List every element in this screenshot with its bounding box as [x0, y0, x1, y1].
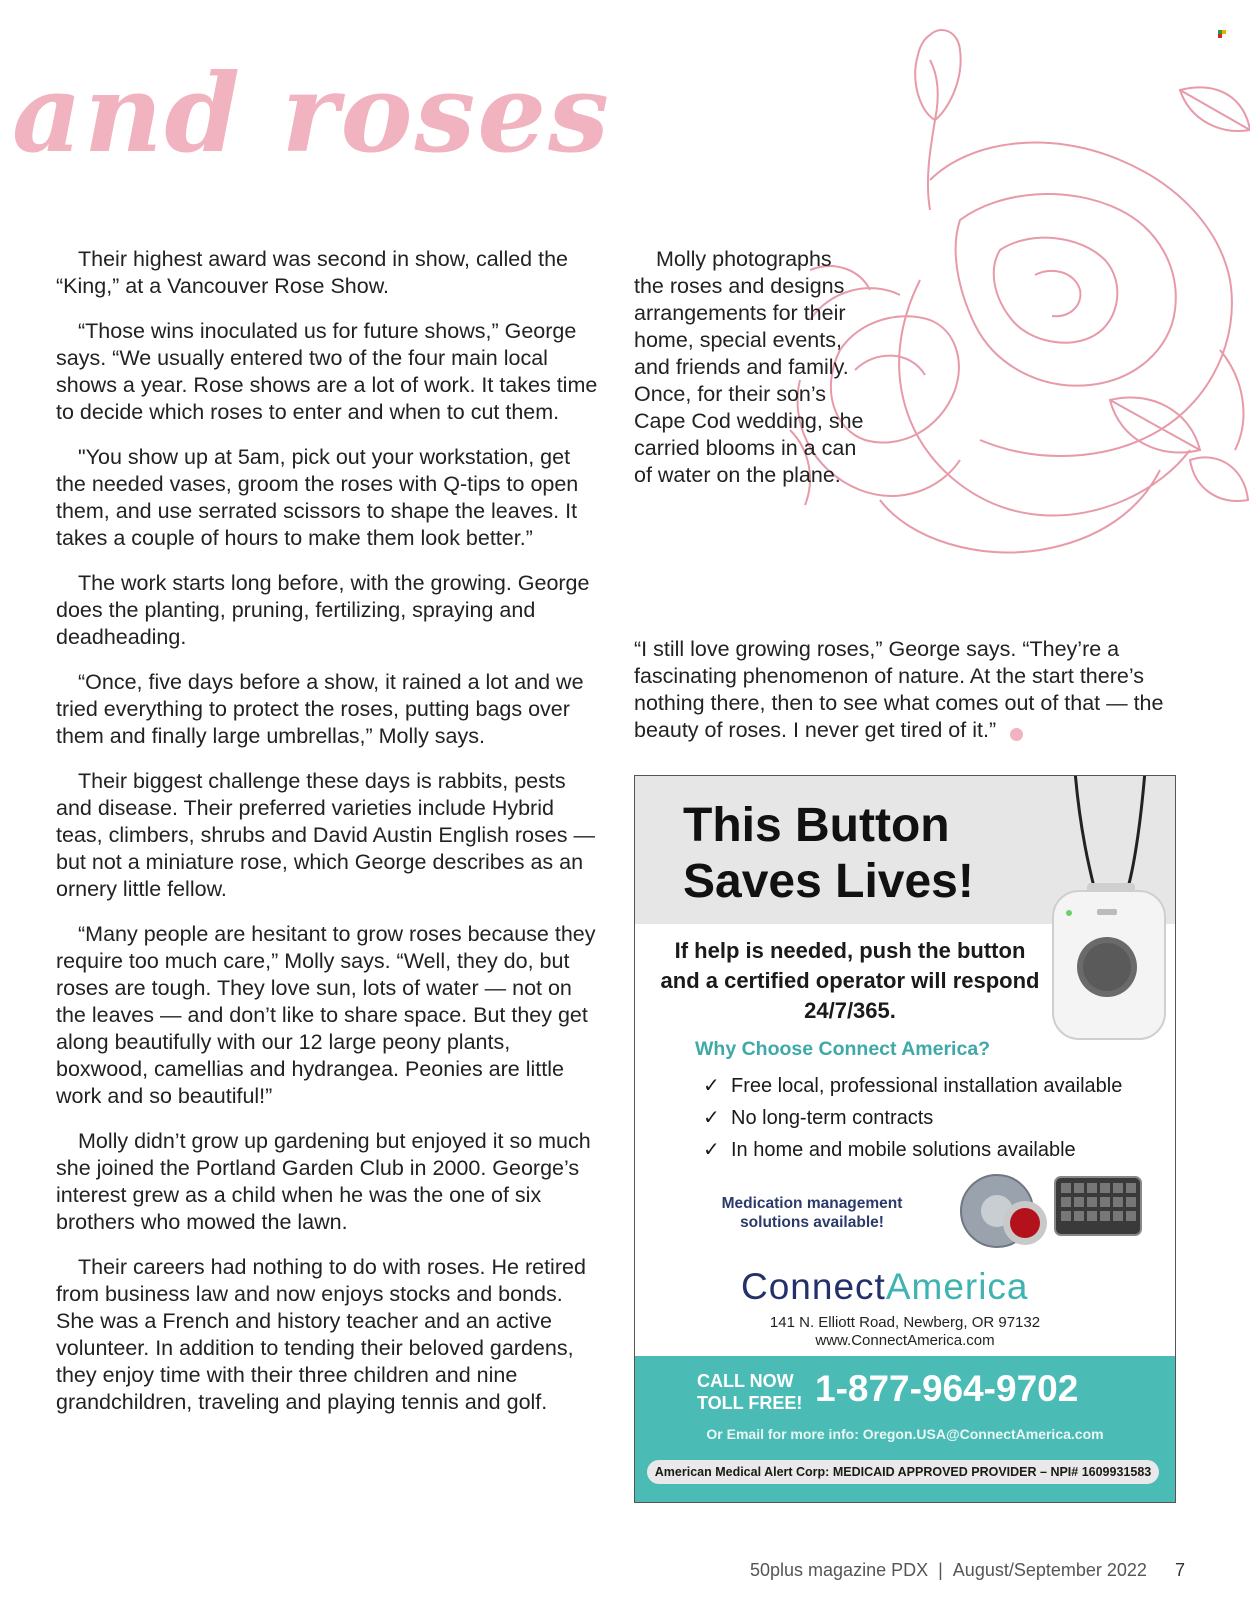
- paragraph: “Those wins inoculated us for future shows,” George says. “We usually entered two of the four main local shows a year. Rose shows are a lot of work. It takes time to decide which roses to enter and when to cut them.: [56, 319, 598, 424]
- article-right-column: [634, 246, 864, 489]
- issue-date: August/September 2022: [952, 1560, 1147, 1580]
- end-mark-icon: [1010, 728, 1023, 741]
- paragraph: Their highest award was second in show, called the “King,” at a Vancouver Rose Show.: [56, 247, 568, 298]
- ad-help-text: If help is needed, push the button and a certified operator will respond 24/7/365.: [660, 938, 1040, 1023]
- closing-quote: [634, 636, 1194, 744]
- check-icon: ✓: [703, 1137, 720, 1161]
- ad-why-heading: Why Choose Connect America?: [695, 1038, 991, 1060]
- publication-name: 50plus magazine PDX: [750, 1560, 929, 1580]
- call-now-line1: CALL NOW: [697, 1371, 794, 1391]
- paragraph: “Once, five days before a show, it rained a lot and we tried everything to protect the roses, putting bags over them and finally large umbrellas,” Molly says.: [56, 670, 584, 748]
- email-info[interactable]: Or Email for more info: Oregon.USA@ConnectAmerica.com: [706, 1426, 1104, 1442]
- ad-headline-line2: Saves Lives!: [683, 855, 974, 908]
- call-now-label: [697, 1370, 802, 1414]
- paragraph: The work starts long before, with the growing. George does the planting, pruning, fertilizing, spraying and deadheading.: [56, 571, 590, 649]
- address-line: 141 N. Elliott Road, Newberg, OR 97132: [769, 1314, 1041, 1331]
- paragraph: Molly photographs the roses and designs arrangements for their home, special events, and friends and family. Once, for their son’s Cape Cod wedding, she carried blooms in a can of water on the plane.: [634, 247, 864, 487]
- phone-number[interactable]: 1-877-964-9702: [815, 1368, 1079, 1409]
- ad-benefits-list: [703, 1070, 1122, 1166]
- alert-button-device-image: [1035, 775, 1175, 1041]
- medication-dispenser-image: [955, 1171, 1145, 1251]
- brand-logo-part1: Connect: [741, 1266, 886, 1307]
- list-item: [703, 1134, 1122, 1166]
- check-icon: ✓: [703, 1073, 720, 1097]
- check-icon: ✓: [703, 1105, 720, 1129]
- ad-contact-band: [635, 1356, 1175, 1502]
- page-number: 7: [1174, 1560, 1185, 1580]
- call-now-line2: TOLL FREE!: [697, 1393, 803, 1413]
- page-headline: and roses: [12, 51, 611, 177]
- list-item: [703, 1070, 1122, 1102]
- medication-text: Medication management solutions available!: [721, 1195, 903, 1231]
- connect-america-ad: [634, 775, 1176, 1503]
- ad-headline: [683, 798, 974, 910]
- paragraph: Molly didn’t grow up gardening but enjoyed it so much she joined the Portland Garden Club in 2000. George’s interest grew as a child when he was the one of six brothers who mowed the lawn.: [56, 1129, 591, 1234]
- paragraph: Their biggest challenge these days is rabbits, pests and disease. Their preferred varieties include Hybrid teas, climbers, shrubs and David Austin English roses — but not a miniature rose, which George describes as an ornery little fellow.: [56, 769, 595, 901]
- color-mark-icon: [1218, 30, 1226, 38]
- paragraph: Their careers had nothing to do with roses. He retired from business law and now enjoys stocks and bonds. She was a French and history teacher and an active volunteer. In addition to tending their beloved gardens, they enjoy time with their three children and nine grandchildren, traveling and playing tennis and golf.: [56, 1255, 586, 1414]
- benefit-text: No long-term contracts: [731, 1107, 934, 1129]
- benefit-text: Free local, professional installation available: [731, 1075, 1123, 1097]
- closing-quote-block: [634, 636, 1194, 744]
- paragraph: "You show up at 5am, pick out your workstation, get the needed vases, groom the roses with Q-tips to open them, and use serrated scissors to shape the leaves. It takes a couple of hours to make them look better.”: [56, 445, 579, 550]
- list-item: [703, 1102, 1122, 1134]
- footer-separator: |: [938, 1560, 943, 1580]
- article-left-column: [56, 246, 601, 1434]
- paragraph: “Many people are hesitant to grow roses because they require too much care,” Molly says. “Well, they do, but roses are tough. They love sun, lots of water — not on the leaves — and don’t like to share space. But they get along beautifully with our 12 large peony plants, boxwood, camellias and hydrangea. Peonies are little work and so beautiful!”: [56, 922, 596, 1108]
- page-footer: [750, 1560, 1185, 1581]
- ad-headline-line1: This Button: [683, 799, 950, 852]
- closing-quote-text: “I still love growing roses,” George says. “They’re a fascinating phenomenon of nature. At the start there’s nothing there, then to see what comes out of that — the beauty of roses. I never get tired of it.”: [634, 637, 1164, 742]
- ad-address: [635, 1314, 1175, 1350]
- brand-logo-part2: America: [885, 1266, 1029, 1307]
- benefit-text: In home and mobile solutions available: [731, 1139, 1076, 1161]
- brand-logo: [741, 1266, 1029, 1308]
- website-link[interactable]: www.ConnectAmerica.com: [815, 1332, 995, 1349]
- medicaid-badge: American Medical Alert Corp: MEDICAID APPROVED PROVIDER – NPI# 1609931583: [647, 1460, 1159, 1484]
